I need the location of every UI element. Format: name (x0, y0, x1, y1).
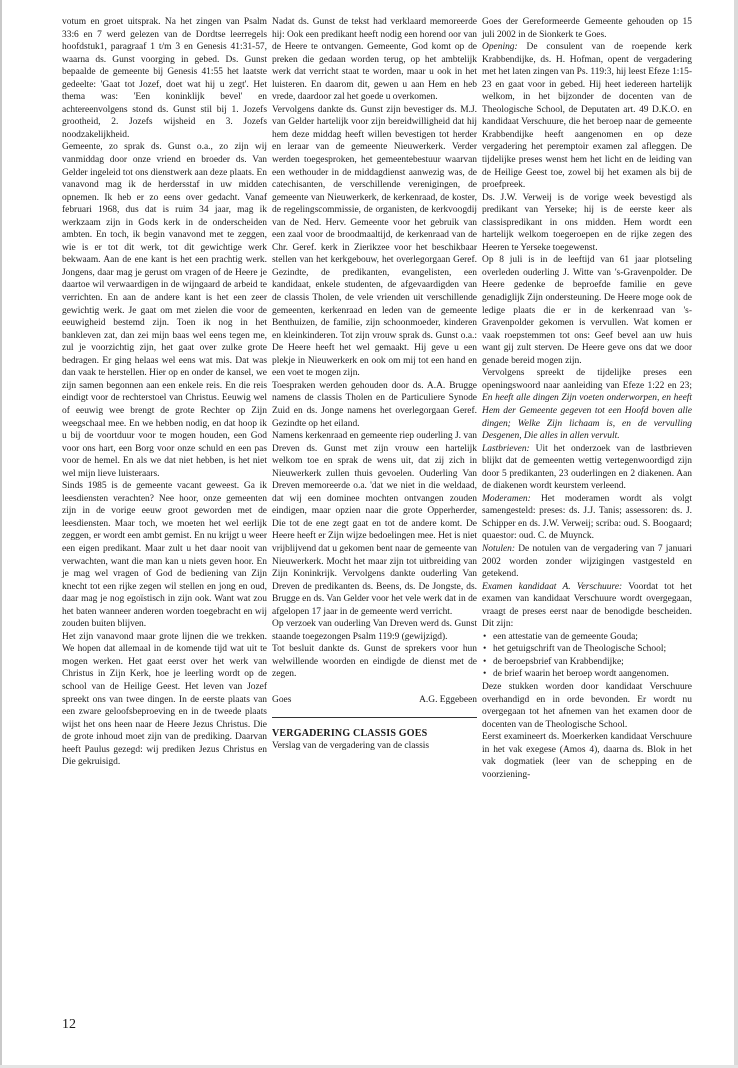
section-heading: VERGADERING CLASSIS GOES (272, 727, 428, 739)
paragraph: Vervolgens dankte ds. Gunst zijn bevestiger ds. M.J. van Gelder hartelijk voor zijn bereidwilligheid dat hij hem deze middag heeft willen bevestigen tot herder en leraar van de gemeente Nieuwerkerk. Verder werden toegesproken, het gemeentebestuur waarvan een wethouder in de middagdienst aanwezig was, de catechisanten, de verschillende verenigingen, de gemeente van Nieuwerkerk, de kerkenraad, de koster, de regelingscommissie, de organisten, de kerkvoogdij van de Ned. Herv. Gemeente voor het gebruik van een zaal voor de broodmaaltijd, de kerkenraad van de Chr. Geref. kerk in Zierikzee voor het beschikbaar stellen van het kerkgebouw, het overlegorgaan Geref. Gezindte, de predikanten, evangelisten, een kandidaat, enkele studenten, de afgevaardigden van de classis Tholen, de vele vrienden uit verschillende gemeenten, kerkenraad en leden van de gemeente Benthuizen, de familie, zijn schoonmoeder, kinderen en kleinkinderen. Tot zijn vrouw sprak ds. Gunst o.a.: De Heere heeft het wel gemaakt. Hij geve u een plekje in Nieuwerkerk en ook om mij tot een hand en een voet te mogen zijn. (272, 104, 477, 379)
text-examen: Voordat tot het examen van kandidaat Verschuure wordt overgegaan, vraagt de preses eerst naar de benodigde bescheiden. Dit zijn: (482, 581, 692, 630)
signature-author: A.G. Eggebeen (419, 694, 477, 705)
paragraph: Deze stukken worden door kandidaat Verschuure overhandigd en in orde bevonden. Er wordt nu overgegaan tot het afnemen van het examen door de docenten van de Theologische School. (482, 681, 692, 730)
list-item: • de brief waarin het beroep wordt aangenomen. (482, 668, 692, 681)
label-examen: Examen kandidaat A. Verschuure: (482, 581, 623, 592)
signature-place: Goes (272, 694, 292, 705)
paragraph: votum en groet uitsprak. Na het zingen van Psalm 33:6 en 7 werd gelezen van de Dordtse leerregels hoofdstuk1, paragraaf 1 t/m 3 en Genesis 41:31-57, waarna ds. Gunst voorging in gebed. Ds. Gunst bepaalde de gemeente bij Genesis 41:55 het laatste gedeelte: 'Gaat tot Jozef, doet wat hij u zegt'. Het thema was: 'Een koninklijk bevel' en achtereenvolgens stond ds. Gunst stil bij 1. Jozefs grootheid, 2. Jozefs wijsheid en 3. Jozefs noodzakelijkheid. (62, 17, 267, 140)
label-moderamen: Moderamen: (482, 493, 531, 504)
label-notulen: Notulen: (482, 543, 516, 554)
label-opening: Opening: (482, 42, 518, 53)
documents-list (482, 631, 692, 681)
text-moderamen: Het moderamen wordt als volgt samengesteld: preses: ds. J.J. Tanis; assessoren: ds. J. Schipper en ds. J.W. Verweij; scriba: oud. S. Boogaard; quaestor: oud. C. de Muynck. (482, 493, 692, 542)
paragraph-opening (482, 41, 692, 192)
text-preses: Vervolgens spreekt de tijdelijke preses een openingswoord naar aanleiding van Efeze 1:22 en 23; (482, 368, 692, 391)
column-2 (272, 16, 477, 753)
list-item: • de beroepsbrief van Krabbendijke; (482, 656, 692, 669)
list-item: • het getuigschrift van de Theologische School; (482, 643, 692, 656)
paragraph: Goes der Gereformeerde Gemeente gehouden op 15 juli 2002 in de Sionkerk te Goes. (482, 17, 692, 40)
paragraph-preses (482, 367, 692, 442)
paragraph: Het zijn vanavond maar grote lijnen die we trekken. We hopen dat allemaal in de komende tijd wat uit te mogen werken. Het gaat eerst over het werk van Christus in Zijn Kerk, hoe je leerling wordt op de school van de Heilige Geest. Het leven van Jozef spreekt ons van twee dingen. In de eerste plaats van een zware geloofsbeproeving en in de tweede plaats wijst het ons heen naar de Heere Jezus Christus. Die de grote inhoud moet zijn van de prediking. Daarvan heeft Paulus gezegd: wij prediken Jezus Christus en Die gekruisigd. (62, 631, 267, 768)
paragraph: Toespraken werden gehouden door ds. A.A. Brugge namens de classis Tholen en de Particuliere Synode Zuid en ds. Jonge namens het overlegorgaan Geref. Gezindte op het eiland. (272, 380, 477, 429)
text-notulen: De notulen van de vergadering van 7 januari 2002 worden zonder wijzigingen vastgesteld en getekend. (482, 543, 692, 580)
text-lastbrieven: Uit het onderzoek van de lastbrieven blijkt dat de gemeenten wettig vertegenwoordigd zijn door 5 predikanten, 23 ouderlingen en 2 diakenen. Aan de diakenen wordt keurstem verleend. (482, 443, 692, 492)
section-intro: Verslag van de vergadering van de classis (272, 741, 430, 752)
paragraph: Tot besluit dankte ds. Gunst de sprekers voor hun welwillende woorden en eindigde de dienst met de zegen. (272, 644, 477, 680)
paragraph: Namens kerkenraad en gemeente riep ouderling J. van Dreven ds. Gunst met zijn vrouw een hartelijk welkom toe en sprak de wens uit, dat zij zich in Nieuwerkerk zullen thuis gevoelen. Ouderling Van Dreven memoreerde o.a. 'dat we niet in die weldaad, dat wij een dominee mochten ontvangen zouden eindigen, maar opzien naar die grote Opperherder, Die tot de ene zegt gaat en tot de andere komt. De Heere heeft er Zijn wijze bedoelingen mee. Het is niet vrijblijvend dat u gekomen bent naar de gemeente van Nieuwerkerk. Mocht het maar zijn tot uitbreiding van Zijn Koninkrijk. Vervolgens dankte ouderling Van Dreven de predikanten ds. Beens, ds. De Jongste, ds. Brugge en ds. Van Gelder voor het vele werk dat in de afgelopen 17 jaar in de gemeente werd verricht. (272, 431, 477, 617)
text-opening: De consulent van de roepende kerk Krabbendijke, ds. H. Hofman, opent de vergadering met het laten zingen van Ps. 119:3, hij leest Efeze 1:15-23 en gaat voor in gebed. Hij heet iedereen hartelijk welkom, in het bijzonder de docenten van de Theologische School, de Deputaten art. 49 D.K.O. en kandidaat Verschuure, die het beroep naar de gemeente Krabbendijke heeft aangenomen en op deze vergadering het peremptoir examen zal afleggen. De tijdelijke preses wenst hem het licht en de leiding van de Heilige Geest toe, zowel bij het examen als bij de proefpreek. (482, 42, 692, 191)
paragraph-moderamen (482, 493, 692, 543)
paragraph: Op verzoek van ouderling Van Dreven werd ds. Gunst staande toegezongen Psalm 119:9 (gewijzigd). (272, 619, 477, 642)
column-3 (482, 16, 692, 781)
paragraph-lastbrieven (482, 443, 692, 493)
paragraph: Gemeente, zo sprak ds. Gunst o.a., zo zijn wij vanmiddag door onze vriend en broeder ds. Van Gelder ingeleid tot ons dienstwerk aan deze plaats. En vanavond mag ik de herdersstaf in uw midden opnemen. Ik heb er zo eens over gedacht. Vanaf februari 1968, dus dat is ruim 34 jaar, mag ik werkzaam zijn in Gods kerk in de onderscheiden ambten. En toch, ik begin vanavond met te zeggen, wie is er tot dit werk, tot dit gewichtige werk bekwaam. Aan de ene kant is het een prachtig werk. Jongens, daar mag je gerust om vragen of de Heere je daartoe wil verwaardigen in de wijngaard de arbeid te verrichten. En aan de andere kant is het een zeer gewichtig werk. Je gaat om met zielen die voor de eeuwigheid bestemd zijn. Toen ik nog in het bankleven zat, dan zei mijn baas wel eens tegen me, zul je voorzichtig zijn, het gaat over zulke grote bedragen. Er ging helaas wel eens wat mis. Dat was dan vaak te herstellen. Hier op en onder de kansel, we zijn samen begonnen aan een enkele reis. En die reis eindigt voor de rechterstoel van Christus. Eeuwig wel of eeuwig wee brengt de grote Rechter op Zijn weegschaal mee. En we hebben nodig, en dat hoop ik u bij de voortduur voor te mogen houden, een God voor ons hart, een Borg voor onze schuld en een pas voor de hemel. En als we dat niet hebben, is het niet wel mijn lieve luisteraars. (62, 142, 267, 479)
scan-edge-right (734, 0, 738, 1068)
paragraph: Op 8 juli is in de leeftijd van 61 jaar plotseling overleden ouderling J. Witte van 's-Gravenpolder. De Heere gedenke de beproefde familie en geve genadiglijk Zijn ondersteuning. De Heere moge ook de ledige plaats die er in de kerkenraad van 's-Gravenpolder gekomen is vervullen. Wat komen er vaak roepstemmen tot ons: Geef bevel aan uw huis want gij zult sterven. De Heere geve ons dat we door genade bereid mogen zijn. (482, 255, 692, 366)
article-signature (272, 694, 477, 707)
paragraph: Sinds 1985 is de gemeente vacant geweest. Ga ik leesdiensten verachten? Nee hoor, onze gemeenten zijn in de vorige eeuw groot geworden met de leesdiensten. Maar toch, we moeten het wel eerlijk zeggen, er wordt een ambt gemist. En nu krijgt u weer een eigen predikant. Maar zult u het daar nooit van verwachten, want die man kan u niets geven hoor. En je mag wel vragen of God de bediening van Zijn knecht tot een rijke zegen wil stellen en jong en oud, daar mag je nog egoïstisch in zijn ook. Want wat zou het baten wanneer anderen worden toegebracht en wij zouden buiten blijven. (62, 481, 267, 630)
scan-edge-left (0, 0, 2, 1068)
paragraph: Ds. J.W. Verweij is de vorige week bevestigd als predikant van Yerseke; hij is de eerste keer als classispredikant in ons midden. Hem wordt een hartelijk welkom toegeroepen en de rijke zegen des Heeren te Yerseke toegewenst. (482, 192, 692, 253)
paragraph: Nadat ds. Gunst de tekst had verklaard memoreerde hij: Ook een predikant heeft nodig een horend oor van de Heere te ontvangen. Gemeente, God komt op de preken die gedaan worden terug, op het ambtelijk werk dat verricht staat te worden, maar u ook in het luisteren. En daarom dit, gewen u aan Hem en heb vrede, daardoor zal het goede u overkomen. (272, 17, 477, 103)
section-divider (272, 717, 477, 718)
paragraph-notulen (482, 543, 692, 581)
list-item: • een attestatie van de gemeente Gouda; (482, 631, 692, 644)
column-1 (62, 16, 267, 769)
scripture-quote: En heeft alle dingen Zijn voeten onderworpen, en heeft Hem der Gemeente gegeven tot een Hoofd boven alle dingen; Welke Zijn lichaam is, en de vervulling Desgenen, Die alles in allen vervult. (482, 393, 692, 442)
paragraph-examen (482, 581, 692, 631)
page-number: 12 (62, 1017, 76, 1032)
label-lastbrieven: Lastbrieven: (482, 443, 530, 454)
paragraph: Eerst examineert ds. Moerkerken kandidaat Verschuure in het vak exegese (Amos 4), daarna ds. Blok in het vak dogmatiek (leer van de schepping en de voorziening- (482, 732, 692, 780)
